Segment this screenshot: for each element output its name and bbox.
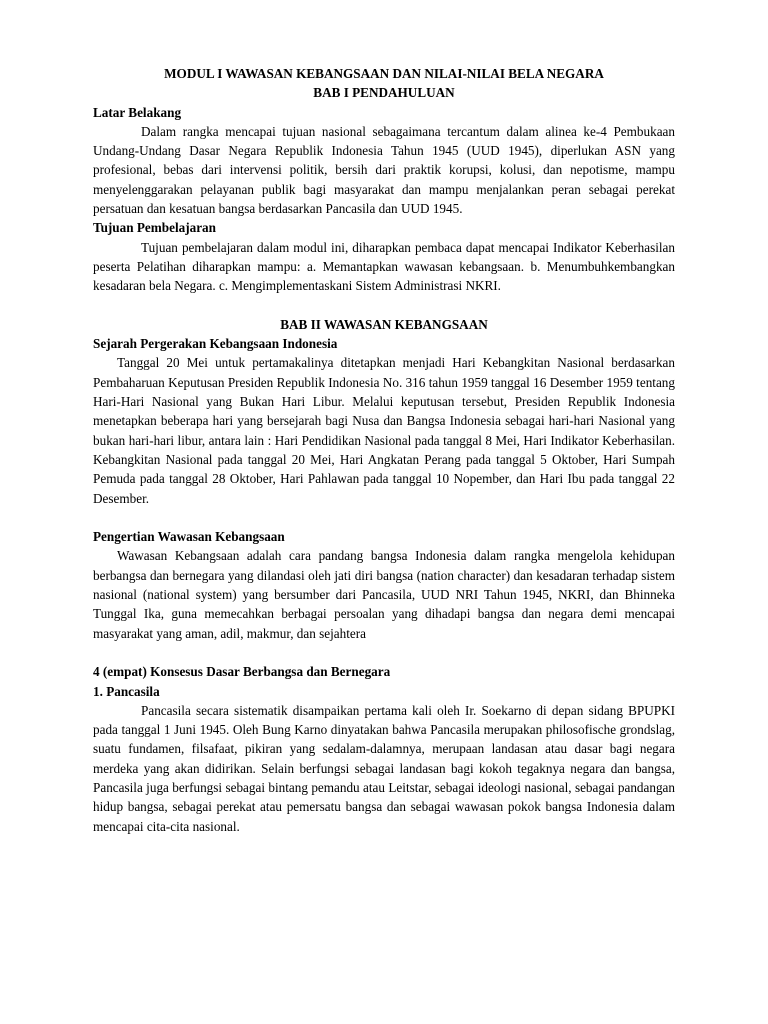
section-heading-latar-belakang: Latar Belakang — [93, 104, 182, 120]
paragraph-latar-belakang: Dalam rangka mencapai tujuan nasional sebagaimana tercantum dalam alinea ke-4 Pembukaan Undang-Undang Dasar Negara Republik Indonesia Tahun 1945 (UUD 1945), diperlukan ASN yang profesional, bebas dari intervensi politik, bersih dari praktik korupsi, kolusi, dan nepotisme, mampu menyelenggarakan pelayanan publik bagi masyarakat dan mampu menjalankan peran sebagai perekat persatuan dan kesatuan bangsa berdasarkan Pancasila dan UUD 1945. — [93, 123, 675, 217]
paragraph-pancasila: Pancasila secara sistematik disampaikan pertama kali oleh Ir. Soekarno di depan sidang BPUPKI pada tanggal 1 Juni 1945. Oleh Bung Karno dinyatakan bahwa Pancasila merupakan philosofische grondslag, suatu fundamen, filsafaat, pikiran yang sedalam-dalamnya, merupaan landasan atau dasar bagi negara merdeka yang akan didirikan. Selain berfungsi sebagai landasan bagi kokoh tegaknya negara dan bangsa, Pancasila juga berfungsi sebagai bintang pemandu atau Leitstar, sebagai ideologi nasional, sebagai pandangan hidup bangsa, sebagai perekat atau pemersatu bangsa dan sebagai wawasan pokok bangsa Indonesia dalam mencapai cita-cita nasional. — [93, 702, 675, 834]
paragraph-pengertian: Wawasan Kebangsaan adalah cara pandang bangsa Indonesia dalam rangka mengelola kehidupan berbangsa dan bernegara yang dilandasi oleh jati diri bangsa (nation character) dan kesadaran terhadap sistem nasional (national system) yang bersumber dari Pancasila, UUD NRI Tahun 1945, NKRI, dan Bhinneka Tunggal Ika, guna memecahkan berbagai persoalan yang dihadapi bangsa dan negara demi mencapai masyarakat yang aman, adil, makmur, dan sejahtera — [93, 548, 675, 641]
chapter-title-bab2: BAB II WAWASAN KEBANGSAAN — [280, 316, 488, 332]
module-title: MODUL I WAWASAN KEBANGSAAN DAN NILAI-NILAI BELA NEGARA — [164, 66, 604, 81]
subsection-heading-pancasila: 1. Pancasila — [93, 683, 160, 699]
section-heading-konsensus: 4 (empat) Konsesus Dasar Berbangsa dan Bernegara — [93, 664, 391, 680]
section-heading-tujuan: Tujuan Pembelajaran — [93, 220, 216, 236]
chapter-title: BAB I PENDAHULUAN — [313, 85, 455, 101]
document-page — [93, 64, 675, 836]
paragraph-tujuan: Tujuan pembelajaran dalam modul ini, diharapkan pembaca dapat mencapai Indikator Keberhasilan peserta Pelatihan diharapkan mampu: a. Memantapkan wawasan kebangsaan. b. Menumbuhkembangkan kesadaran bela Negara. c. Mengimplementaskani Sistem Administrasi NKRI. — [93, 239, 675, 294]
paragraph-sejarah: Tanggal 20 Mei untuk pertamakalinya ditetapkan menjadi Hari Kebangkitan Nasional berdasarkan Pembaharuan Keputusan Presiden Republik Indonesia No. 316 tahun 1959 tanggal 16 Desember 1959 tentang Hari-Hari Nasional yang Bukan Hari Libur. Melalui keputusan tersebut, Presiden Republik Indonesia menetapkan beberapa hari yang bersejarah bagi Nusa dan Bangsa Indonesia sebagai hari-hari Nasional yang bukan hari-hari libur, antara lain : Hari Pendidikan Nasional pada tanggal 8 Mei, Hari Indikator Keberhasilan. Kebangkitan Nasional pada tanggal 20 Mei, Hari Angkatan Perang pada tanggal 5 Oktober, Hari Sumpah Pemuda pada tanggal 28 Oktober, Hari Pahlawan pada tanggal 10 Nopember, dan Hari Ibu pada tanggal 22 Desember. — [93, 355, 675, 506]
section-heading-pengertian: Pengertian Wawasan Kebangsaan — [93, 529, 285, 545]
section-heading-sejarah: Sejarah Pergerakan Kebangsaan Indonesia — [93, 336, 338, 352]
